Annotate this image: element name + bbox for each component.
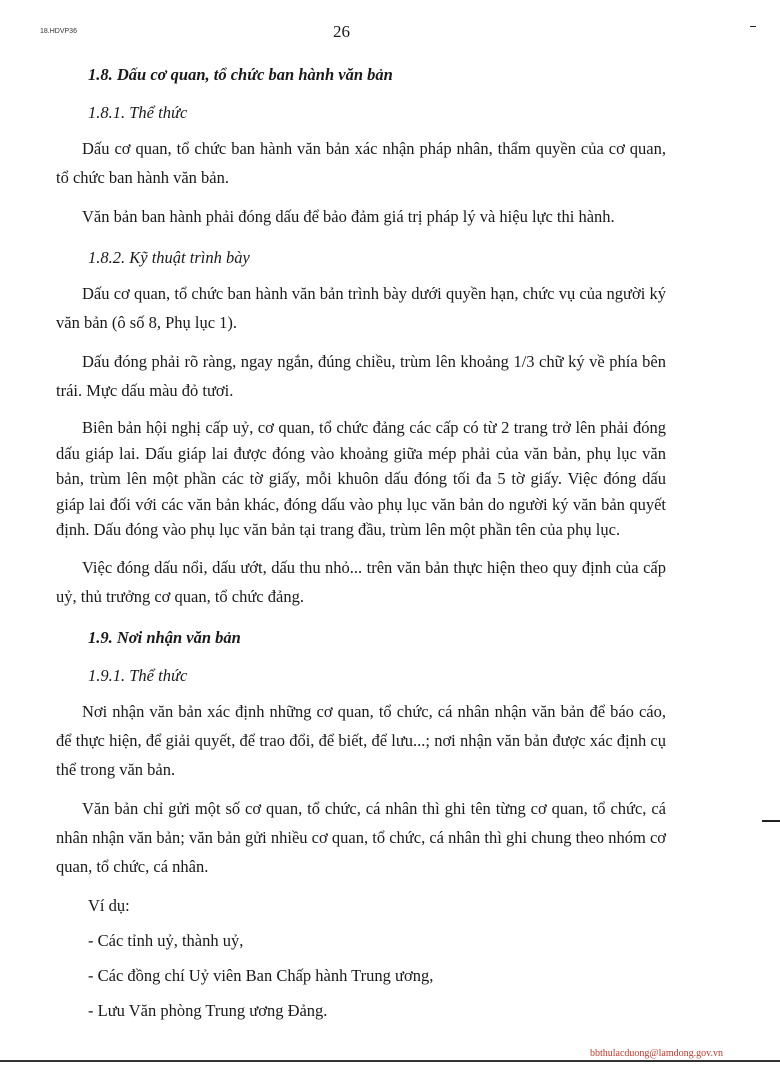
paragraph: Dấu cơ quan, tổ chức ban hành văn bản xác nhận pháp nhân, thẩm quyền của cơ quan, tổ chức ban hành văn bản.: [56, 139, 666, 187]
subsection-heading: 1.9.1. Thể thức: [88, 665, 188, 685]
paragraph: Văn bản chỉ gửi một số cơ quan, tổ chức, cá nhân thì ghi tên từng cơ quan, tổ chức, cá nhân nhận văn bản; văn bản gửi nhiều cơ quan, tổ chức, cá nhân thì ghi chung theo nhóm cơ quan, tổ chức, cá nhân.: [56, 798, 666, 876]
paragraph: Biên bản hội nghị cấp uỷ, cơ quan, tổ chức đảng các cấp có từ 2 trang trở lên phải đóng dấu giáp lai. Dấu giáp lai được đóng vào khoảng giữa mép phải của văn bản, phụ lục văn bản, trùm lên một phần các tờ giấy, mỗi khuôn dấu đóng tối đa 5 tờ giấy. Việc đóng dấu giáp lai đối với các văn bản khác, đóng dấu vào phụ lục văn bản do người ký văn bản quyết định. Dấu đóng vào phụ lục văn bản tại trang đầu, trùm lên một phần tên của phụ lục.: [56, 418, 666, 539]
paragraph: Việc đóng dấu nổi, dấu ướt, dấu thu nhỏ... trên văn bản thực hiện theo quy định của cấp uỷ, thủ trưởng cơ quan, tổ chức đảng.: [56, 557, 666, 606]
section-heading: 1.8. Dấu cơ quan, tổ chức ban hành văn bản: [88, 65, 393, 84]
list-item: - Các tỉnh uỷ, thành uỷ,: [88, 930, 244, 950]
paragraph: Dấu cơ quan, tổ chức ban hành văn bản trình bày dưới quyền hạn, chức vụ của người ký văn bản (ô số 8, Phụ lục 1).: [56, 284, 666, 332]
footer-email: bbthulacduong@lamdong.gov.vn: [590, 1048, 723, 1059]
footer-rule: [0, 1060, 780, 1062]
section-heading: 1.9. Nơi nhận văn bản: [88, 627, 241, 647]
subsection-heading: 1.8.2. Kỹ thuật trình bày: [88, 248, 250, 267]
page-number: 26: [333, 22, 350, 41]
document-code: 18.HDVP36: [40, 28, 77, 35]
paragraph: Nơi nhận văn bản xác định những cơ quan, tổ chức, cá nhân nhận văn bản để báo cáo, để thực hiện, để giải quyết, để trao đổi, để biết, để lưu...; nơi nhận văn bản được xác định cụ thể trong văn bản.: [56, 701, 666, 779]
paragraph: Văn bản ban hành phải đóng dấu để bảo đảm giá trị pháp lý và hiệu lực thi hành.: [82, 207, 615, 226]
list-item: - Các đồng chí Uỷ viên Ban Chấp hành Trung ương,: [88, 965, 434, 985]
scan-mark-top: [750, 26, 756, 27]
scan-mark-right: [762, 820, 780, 822]
list-item: - Lưu Văn phòng Trung ương Đảng.: [88, 1000, 328, 1020]
paragraph: Dấu đóng phải rõ ràng, ngay ngắn, đúng chiều, trùm lên khoảng 1/3 chữ ký về phía bên trái. Mực dấu màu đỏ tươi.: [56, 352, 666, 400]
example-label: Ví dụ:: [88, 895, 130, 915]
document-body: [56, 58, 666, 1031]
subsection-heading: 1.8.1. Thể thức: [88, 103, 188, 122]
